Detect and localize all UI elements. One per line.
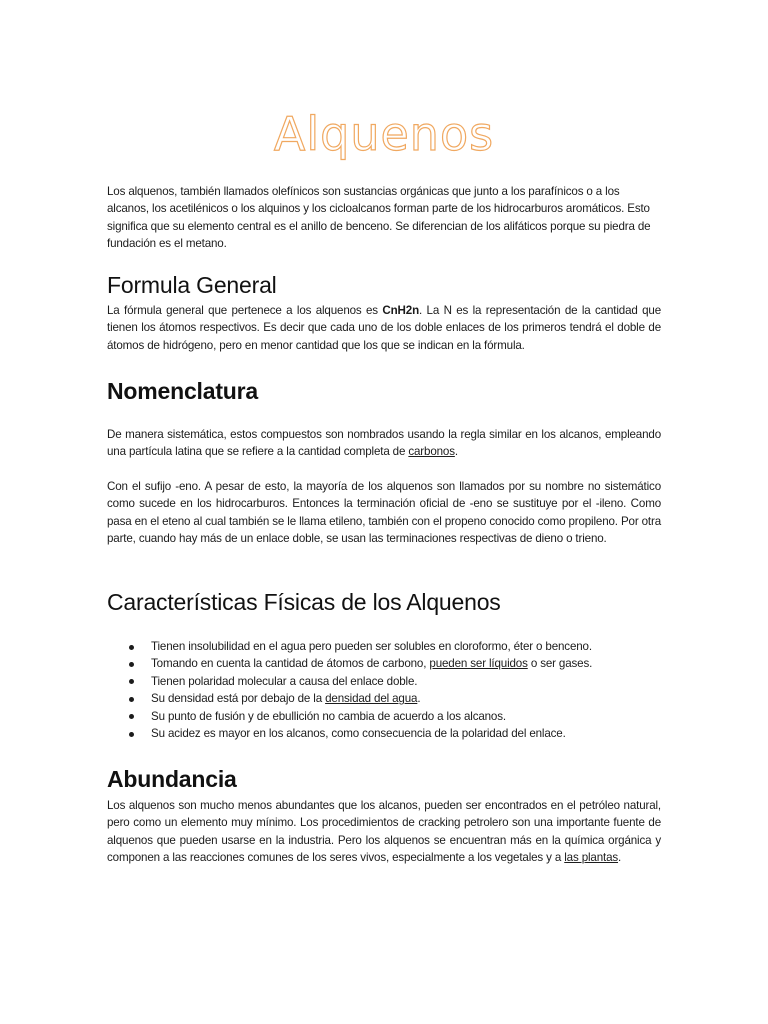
link-carbonos[interactable]: carbonos <box>408 445 455 459</box>
link-pueden-ser-liquidos[interactable]: pueden ser líquidos <box>429 657 528 671</box>
bullet-icon <box>129 697 134 702</box>
intro-paragraph: Los alquenos, también llamados olefínicos son sustancias orgánicas que junto a los parafínicos o a los alcanos, los acetilénicos o los alquinos y los cicloalcanos forman parte de los hidrocarburos aromáticos. Esto significa que su elemento central es el anillo de benceno. Se diferencian de los alifáticos porque su piedra de fundación es el metano. <box>107 185 651 251</box>
formula-text-after: . La N es la representación de la cantidad que tienen los átomos respectivos. Es decir que cada uno de los doble enlaces de los primeros tendrá el doble de átomos de hidrógeno, pero en menor cantidad que los que se indican en la fórmula. <box>107 304 661 352</box>
caracteristicas-list <box>107 638 661 742</box>
list-item: Tienen insolubilidad en el agua pero pueden ser solubles en cloroformo, éter o benceno. <box>107 638 661 655</box>
page-title: Alquenos <box>273 107 495 161</box>
list-item: Su punto de fusión y de ebullición no cambia de acuerdo a los alcanos. <box>107 708 661 725</box>
list-item: Su densidad está por debajo de la densidad del agua. <box>107 690 661 707</box>
nomenclatura-paragraph-1 <box>107 426 661 461</box>
heading-formula-general: Formula General <box>107 272 277 298</box>
link-las-plantas[interactable]: las plantas <box>564 851 619 865</box>
bullet-icon <box>129 645 134 650</box>
nomenclatura-p1-before: De manera sistemática, estos compuestos son nombrados usando la regla similar en los alcanos, empleando una partícula latina que se refiere a la cantidad completa de <box>107 428 661 459</box>
heading-caracteristicas: Características Físicas de los Alquenos <box>107 589 501 615</box>
bullet-icon <box>129 732 134 737</box>
formula-text-before: La fórmula general que pertenece a los alquenos es <box>107 304 383 317</box>
link-densidad-del-agua[interactable]: densidad del agua <box>325 692 418 706</box>
formula-expression: CnH2n <box>382 304 420 317</box>
nomenclatura-p1-after: . <box>454 445 458 459</box>
list-item: Su acidez es mayor en los alcanos, como consecuencia de la polaridad del enlace. <box>107 725 661 742</box>
formula-paragraph <box>107 302 661 354</box>
list-item: Tomando en cuenta la cantidad de átomos de carbono, pueden ser líquidos o ser gases. <box>107 655 661 672</box>
nomenclatura-paragraph-2: Con el sufijo -eno. A pesar de esto, la mayoría de los alquenos son llamados por su nombre no sistemático como sucede en los hidrocarburos. Entonces la terminación oficial de -eno se sustituye por el -ileno. Como pasa en el eteno al cual también se le llama etileno, también con el propeno conocido como propileno. Por otra parte, cuando hay más de un enlace doble, se usan las terminaciones respectivas de dieno o trieno. <box>107 480 661 546</box>
bullet-icon <box>129 679 134 684</box>
abundancia-text-before: Los alquenos son mucho menos abundantes que los alcanos, pueden ser encontrados en el petróleo natural, pero como un elemento muy mínimo. Los procedimientos de cracking petrolero son una importante fuente de alquenos que pueden usarse en la industria. Pero los alquenos se encuentran más en la química orgánica y componen a las reacciones comunes de los seres vivos, especialmente a los vegetales y a <box>107 799 661 865</box>
abundancia-text-after: . <box>618 851 622 865</box>
abundancia-paragraph <box>107 797 661 867</box>
list-item: Tienen polaridad molecular a causa del enlace doble. <box>107 673 661 690</box>
bullet-icon <box>129 714 134 719</box>
bullet-icon <box>129 662 134 667</box>
heading-nomenclatura: Nomenclatura <box>107 378 258 404</box>
heading-abundancia: Abundancia <box>107 766 237 792</box>
